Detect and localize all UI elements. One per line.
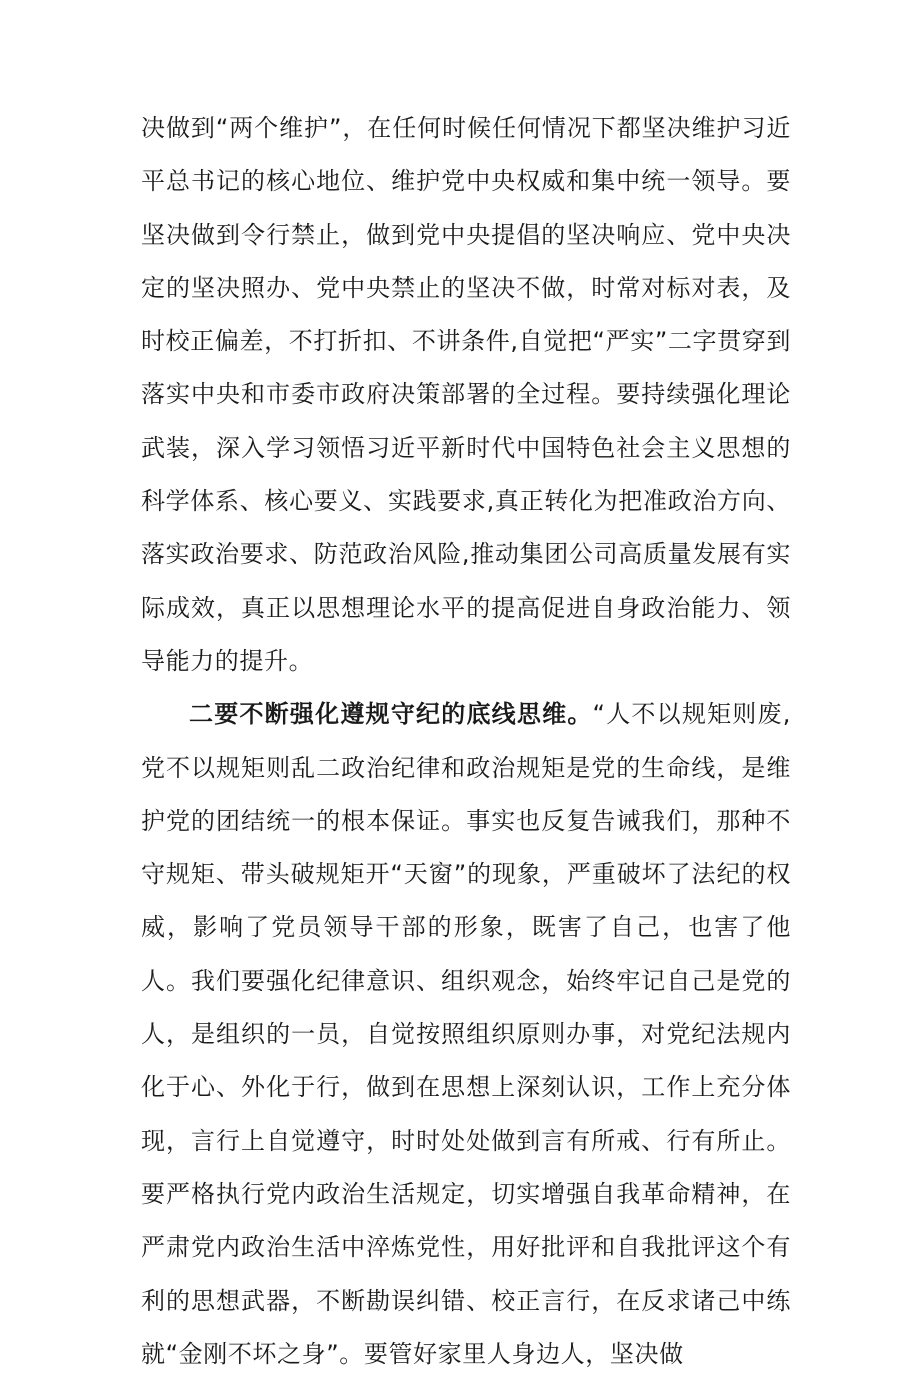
paragraph-1-text: 决做到“两个维护”，在任何时候任何情况下都坚决维护习近平总书记的核心地位、维护党中央权威和集中统一领导。要坚决做到令行禁止，做到党中央提倡的坚决响应、党中央决定的坚决照办、党中央禁止的坚决不做，时常对标对表，及时校正偏差，不打折扣、不讲条件,自觉把“严实”二字贯穿到落实中央和市委市政府决策部署的全过程。要持续强化理论武装，深入学习领悟习近平新时代中国特色社会主义思想的科学体系、核心要义、实践要求,真正转化为把准政治方向、落实政治要求、防范政治风险,推动集团公司高质量发展有实际成效，真正以思想理论水平的提高促进自身政治能力、领导能力的提升。 (141, 114, 791, 675)
paragraph-2-text: “人不以规矩则废,党不以规矩则乱二政治纪律和政治规矩是党的生命线，是维护党的团结统一的根本保证。事实也反复告诫我们，那种不守规矩、带头破规矩开“天窗”的现象，严重破坏了法纪的权威，影响了党员领导干部的形象，既害了自己，也害了他人。我们要强化纪律意识、组织观念，始终牢记自己是党的人，是组织的一员，自觉按照组织原则办事，对党纪法规内化于心、外化于行，做到在思想上深刻认识，工作上充分体现，言行上自觉遵守，时时处处做到言有所戒、行有所止。要严格执行党内政治生活规定，切实增强自我革命精神，在严肃党内政治生活中淬炼党性，用好批评和自我批评这个有利的思想武器，不断勘误纠错、校正言行，在反求诸己中练就“金刚不坏之身”。要管好家里人身边人，坚决做 (141, 700, 791, 1368)
paragraph-2-heading: 二要不断强化遵规守纪的底线思维。 (189, 700, 593, 729)
paragraph-1 (141, 102, 791, 688)
body-text (141, 102, 791, 1381)
paragraph-2 (141, 688, 791, 1381)
